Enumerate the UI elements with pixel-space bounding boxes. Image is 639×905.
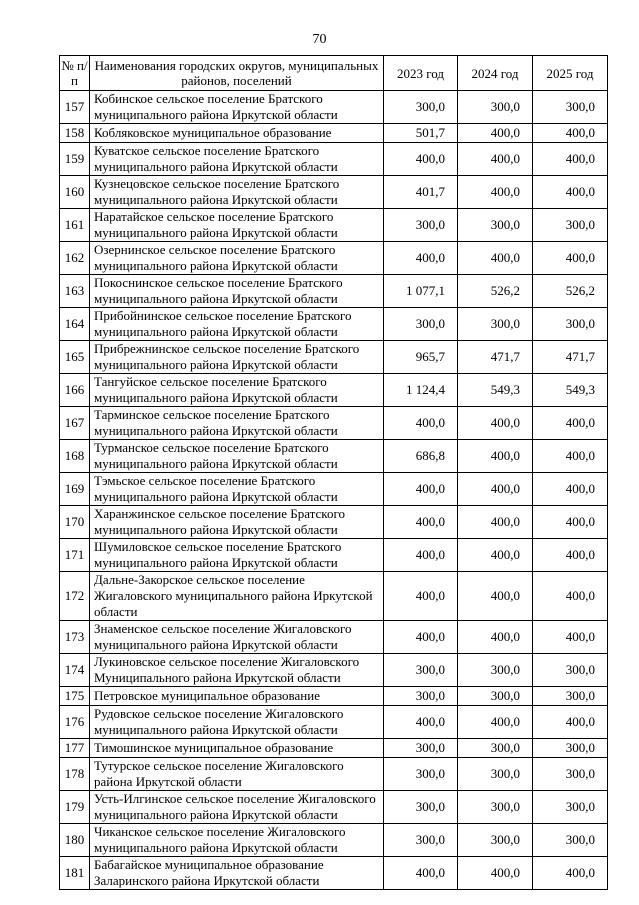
row-number: 166 [60, 374, 90, 407]
row-number: 176 [60, 706, 90, 739]
row-name: Тарминское сельское поселение Братского муниципального района Иркутской области [90, 407, 384, 440]
row-number: 162 [60, 242, 90, 275]
header-name: Наименования городских округов, муниципальных районов, поселений [90, 56, 384, 91]
value-2025: 300,0 [533, 824, 608, 857]
value-2023: 400,0 [384, 407, 458, 440]
row-number: 165 [60, 341, 90, 374]
row-name: Дальне-Закорское сельское поселение Жигаловского муниципального района Иркутской области [90, 572, 384, 621]
table-row [60, 143, 608, 176]
table-row [60, 739, 608, 758]
value-2023: 400,0 [384, 506, 458, 539]
value-2024: 300,0 [458, 91, 533, 124]
table-row [60, 758, 608, 791]
row-name: Куватское сельское поселение Братского муниципального района Иркутской области [90, 143, 384, 176]
value-2023: 300,0 [384, 758, 458, 791]
value-2024: 400,0 [458, 242, 533, 275]
value-2024: 300,0 [458, 739, 533, 758]
value-2024: 300,0 [458, 308, 533, 341]
header-row [60, 56, 608, 91]
row-name: Харанжинское сельское поселение Братского муниципального района Иркутской области [90, 506, 384, 539]
value-2025: 400,0 [533, 143, 608, 176]
value-2024: 400,0 [458, 539, 533, 572]
table-row [60, 621, 608, 654]
table-row [60, 506, 608, 539]
row-name: Тутурское сельское поселение Жигаловского района Иркутской области [90, 758, 384, 791]
value-2023: 400,0 [384, 539, 458, 572]
value-2024: 300,0 [458, 654, 533, 687]
value-2025: 300,0 [533, 308, 608, 341]
table-row [60, 242, 608, 275]
value-2025: 526,2 [533, 275, 608, 308]
row-number: 175 [60, 687, 90, 706]
value-2023: 1 124,4 [384, 374, 458, 407]
table-row [60, 791, 608, 824]
value-2024: 549,3 [458, 374, 533, 407]
value-2024: 400,0 [458, 473, 533, 506]
table-row [60, 440, 608, 473]
row-name: Тэмьское сельское поселение Братского муниципального района Иркутской области [90, 473, 384, 506]
row-number: 168 [60, 440, 90, 473]
value-2024: 400,0 [458, 124, 533, 143]
value-2023: 400,0 [384, 242, 458, 275]
value-2023: 400,0 [384, 706, 458, 739]
value-2024: 300,0 [458, 209, 533, 242]
row-number: 173 [60, 621, 90, 654]
value-2025: 400,0 [533, 621, 608, 654]
row-number: 177 [60, 739, 90, 758]
value-2025: 400,0 [533, 242, 608, 275]
value-2023: 300,0 [384, 791, 458, 824]
value-2025: 400,0 [533, 572, 608, 621]
value-2024: 400,0 [458, 176, 533, 209]
value-2023: 300,0 [384, 654, 458, 687]
row-name: Усть-Илгинское сельское поселение Жигаловского муниципального района Иркутской области [90, 791, 384, 824]
value-2025: 400,0 [533, 857, 608, 890]
header-2024: 2024 год [458, 56, 533, 91]
value-2023: 300,0 [384, 687, 458, 706]
value-2025: 300,0 [533, 791, 608, 824]
table-row [60, 91, 608, 124]
row-name: Петровское муниципальное образование [90, 687, 384, 706]
table-row [60, 308, 608, 341]
row-number: 157 [60, 91, 90, 124]
value-2023: 400,0 [384, 621, 458, 654]
header-2023: 2023 год [384, 56, 458, 91]
value-2023: 300,0 [384, 739, 458, 758]
row-name: Турманское сельское поселение Братского муниципального района Иркутской области [90, 440, 384, 473]
value-2023: 300,0 [384, 91, 458, 124]
row-name: Прибойнинское сельское поселение Братского муниципального района Иркутской области [90, 308, 384, 341]
table-row [60, 687, 608, 706]
row-name: Озернинское сельское поселение Братского муниципального района Иркутской области [90, 242, 384, 275]
table-row [60, 341, 608, 374]
value-2024: 300,0 [458, 687, 533, 706]
value-2025: 400,0 [533, 124, 608, 143]
row-number: 180 [60, 824, 90, 857]
value-2023: 965,7 [384, 341, 458, 374]
row-name: Тимошинское муниципальное образование [90, 739, 384, 758]
value-2025: 300,0 [533, 739, 608, 758]
table-row [60, 857, 608, 890]
value-2023: 300,0 [384, 308, 458, 341]
row-name: Шумиловское сельское поселение Братского муниципального района Иркутской области [90, 539, 384, 572]
value-2024: 300,0 [458, 758, 533, 791]
value-2025: 400,0 [533, 176, 608, 209]
row-number: 171 [60, 539, 90, 572]
row-name: Кобинское сельское поселение Братского муниципального района Иркутской области [90, 91, 384, 124]
value-2025: 400,0 [533, 407, 608, 440]
value-2024: 300,0 [458, 824, 533, 857]
value-2023: 400,0 [384, 143, 458, 176]
row-number: 172 [60, 572, 90, 621]
table-row [60, 572, 608, 621]
row-name: Прибрежнинское сельское поселение Братского муниципального района Иркутской области [90, 341, 384, 374]
value-2023: 1 077,1 [384, 275, 458, 308]
value-2025: 471,7 [533, 341, 608, 374]
table-header [60, 56, 608, 91]
value-2025: 300,0 [533, 758, 608, 791]
value-2023: 300,0 [384, 824, 458, 857]
value-2024: 400,0 [458, 506, 533, 539]
value-2024: 400,0 [458, 572, 533, 621]
row-name: Тангуйское сельское поселение Братского муниципального района Иркутской области [90, 374, 384, 407]
row-number: 178 [60, 758, 90, 791]
row-number: 161 [60, 209, 90, 242]
header-num: № п/п [60, 56, 90, 91]
value-2023: 400,0 [384, 473, 458, 506]
table-row [60, 824, 608, 857]
row-number: 163 [60, 275, 90, 308]
value-2025: 400,0 [533, 506, 608, 539]
value-2025: 400,0 [533, 539, 608, 572]
value-2024: 400,0 [458, 706, 533, 739]
value-2025: 400,0 [533, 706, 608, 739]
row-name: Знаменское сельское поселение Жигаловского муниципального района Иркутской области [90, 621, 384, 654]
table-row [60, 473, 608, 506]
value-2023: 501,7 [384, 124, 458, 143]
value-2023: 400,0 [384, 857, 458, 890]
table-row [60, 654, 608, 687]
value-2024: 526,2 [458, 275, 533, 308]
row-number: 164 [60, 308, 90, 341]
row-name: Рудовское сельское поселение Жигаловского муниципального района Иркутской области [90, 706, 384, 739]
value-2025: 549,3 [533, 374, 608, 407]
value-2023: 300,0 [384, 209, 458, 242]
table-row [60, 706, 608, 739]
value-2025: 400,0 [533, 473, 608, 506]
value-2025: 300,0 [533, 91, 608, 124]
budget-table [59, 55, 608, 890]
value-2024: 471,7 [458, 341, 533, 374]
table-body [60, 91, 608, 890]
row-name: Наратайское сельское поселение Братского муниципального района Иркутской области [90, 209, 384, 242]
row-number: 167 [60, 407, 90, 440]
table-row [60, 539, 608, 572]
row-number: 159 [60, 143, 90, 176]
row-name: Лукиновское сельское поселение Жигаловского Муниципального района Иркутской области [90, 654, 384, 687]
row-number: 179 [60, 791, 90, 824]
value-2025: 300,0 [533, 687, 608, 706]
row-number: 160 [60, 176, 90, 209]
row-number: 170 [60, 506, 90, 539]
row-number: 181 [60, 857, 90, 890]
table-row [60, 374, 608, 407]
value-2024: 400,0 [458, 857, 533, 890]
table-row [60, 209, 608, 242]
value-2025: 400,0 [533, 440, 608, 473]
table-row [60, 407, 608, 440]
value-2025: 300,0 [533, 654, 608, 687]
row-number: 174 [60, 654, 90, 687]
page-number: 70 [312, 32, 327, 47]
table-row [60, 124, 608, 143]
row-name: Бабагайское муниципальное образование Заларинского района Иркутской области [90, 857, 384, 890]
value-2023: 401,7 [384, 176, 458, 209]
value-2023: 686,8 [384, 440, 458, 473]
value-2023: 400,0 [384, 572, 458, 621]
value-2024: 400,0 [458, 407, 533, 440]
row-number: 169 [60, 473, 90, 506]
row-name: Кобляковское муниципальное образование [90, 124, 384, 143]
value-2024: 400,0 [458, 143, 533, 176]
row-number: 158 [60, 124, 90, 143]
row-name: Кузнецовское сельское поселение Братского муниципального района Иркутской области [90, 176, 384, 209]
row-name: Покоснинское сельское поселение Братского муниципального района Иркутской области [90, 275, 384, 308]
value-2024: 400,0 [458, 621, 533, 654]
table-row [60, 275, 608, 308]
row-name: Чиканское сельское поселение Жигаловского муниципального района Иркутской области [90, 824, 384, 857]
value-2024: 300,0 [458, 791, 533, 824]
table-row [60, 176, 608, 209]
value-2025: 300,0 [533, 209, 608, 242]
header-2025: 2025 год [533, 56, 608, 91]
value-2024: 400,0 [458, 440, 533, 473]
